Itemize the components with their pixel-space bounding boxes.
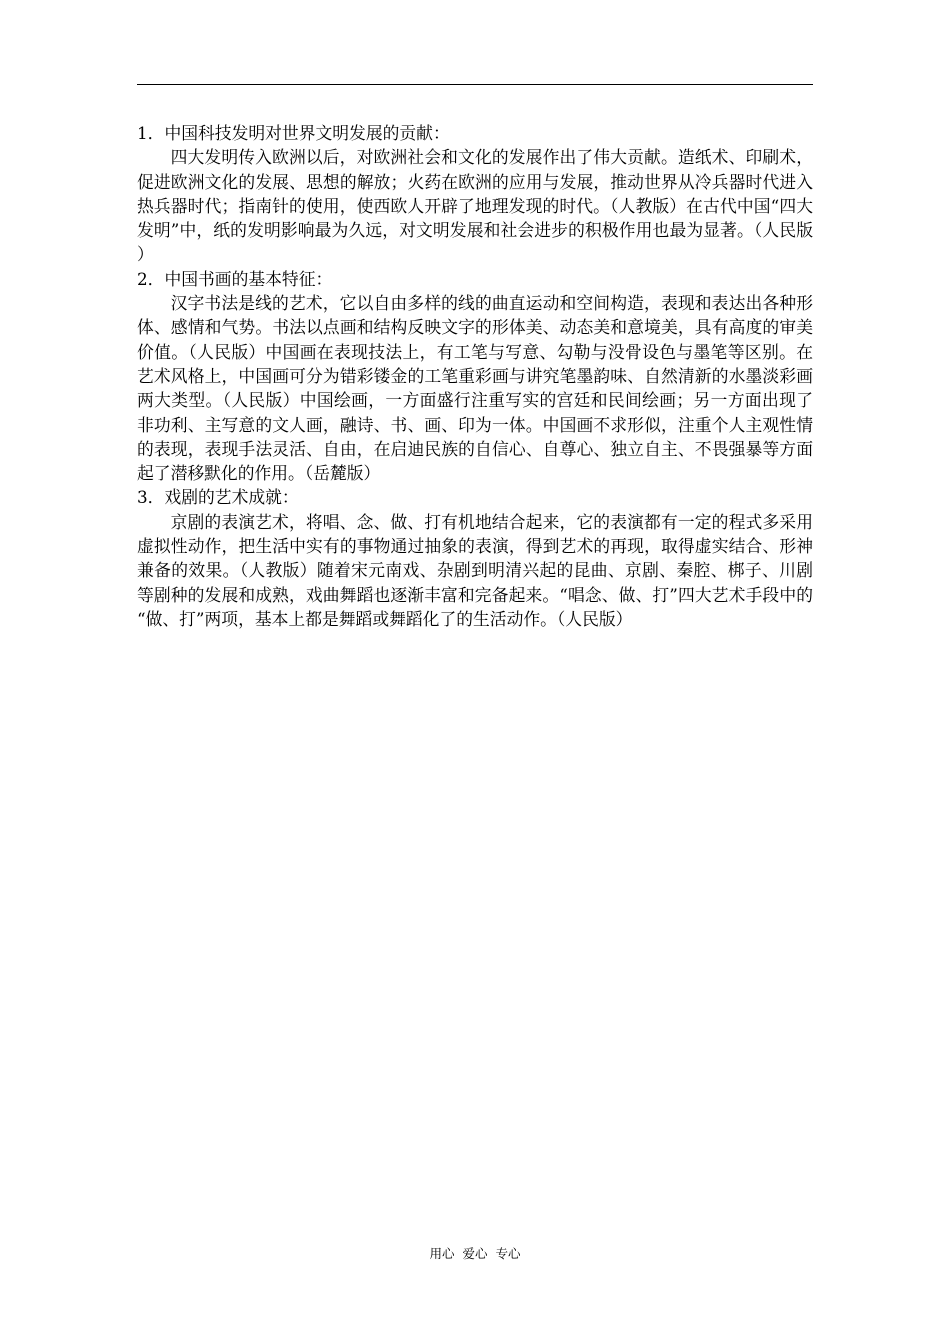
section-paragraph-2: 汉字书法是线的艺术，它以自由多样的线的曲直运动和空间构造，表现和表达出各种形体、感情和气势。书法以点画和结构反映文字的形体美、动态美和意境美，具有高度的审美价值。（人民版）中国画在表现技法上，有工笔与写意、勾勒与没骨设色与墨笔等区别。在艺术风格上，中国画可分为错彩镂金的工笔重彩画与讲究笔墨韵味、自然清新的水墨淡彩画两大类型。（人民版）中国绘画，一方面盛行注重写实的宫廷和民间绘画；另一方面出现了非功利、主写意的文人画，融诗、书、画、印为一体。中国画不求形似，注重个人主观性情的表现，表现手法灵活、自由，在启迪民族的自信心、自尊心、独立自主、不畏强暴等方面起了潜移默化的作用。（岳麓版）: [137, 293, 813, 484]
header-rule: [137, 84, 813, 85]
section-paragraph-1: 四大发明传入欧洲以后，对欧洲社会和文化的发展作出了伟大贡献。造纸术、印刷术，促进欧洲文化的发展、思想的解放；火药在欧洲的应用与发展，推动世界从冷兵器时代进入热兵器时代；指南针的使用，使西欧人开辟了地理发现的时代。（人教版）在古代中国“四大发明”中，纸的发明影响最为久远，对文明发展和社会进步的积极作用也最为显著。（人民版）: [137, 147, 813, 265]
section-heading-3: 3．戏剧的艺术成就：: [137, 487, 299, 508]
page-footer: 用心 爱心 专心: [429, 1246, 521, 1261]
section-heading-1: 1．中国科技发明对世界文明发展的贡献：: [137, 123, 450, 143]
section-paragraph-3: 京剧的表演艺术，将唱、念、做、打有机地结合起来，它的表演都有一定的程式多采用虚拟性动作，把生活中实有的事物通过抽象的表演，得到艺术的再现，取得虚实结合、形神兼备的效果。（人教版）随着宋元南戏、杂剧到明清兴起的昆曲、京剧、秦腔、梆子、川剧等剧种的发展和成熟，戏曲舞蹈也逐渐丰富和完备起来。“唱念、做、打”四大艺术手段中的“做、打”两项，基本上都是舞蹈或舞蹈化了的生活动作。（人民版）: [137, 511, 813, 629]
section-heading-2: 2．中国书画的基本特征：: [137, 268, 333, 289]
document-body: [137, 121, 813, 631]
